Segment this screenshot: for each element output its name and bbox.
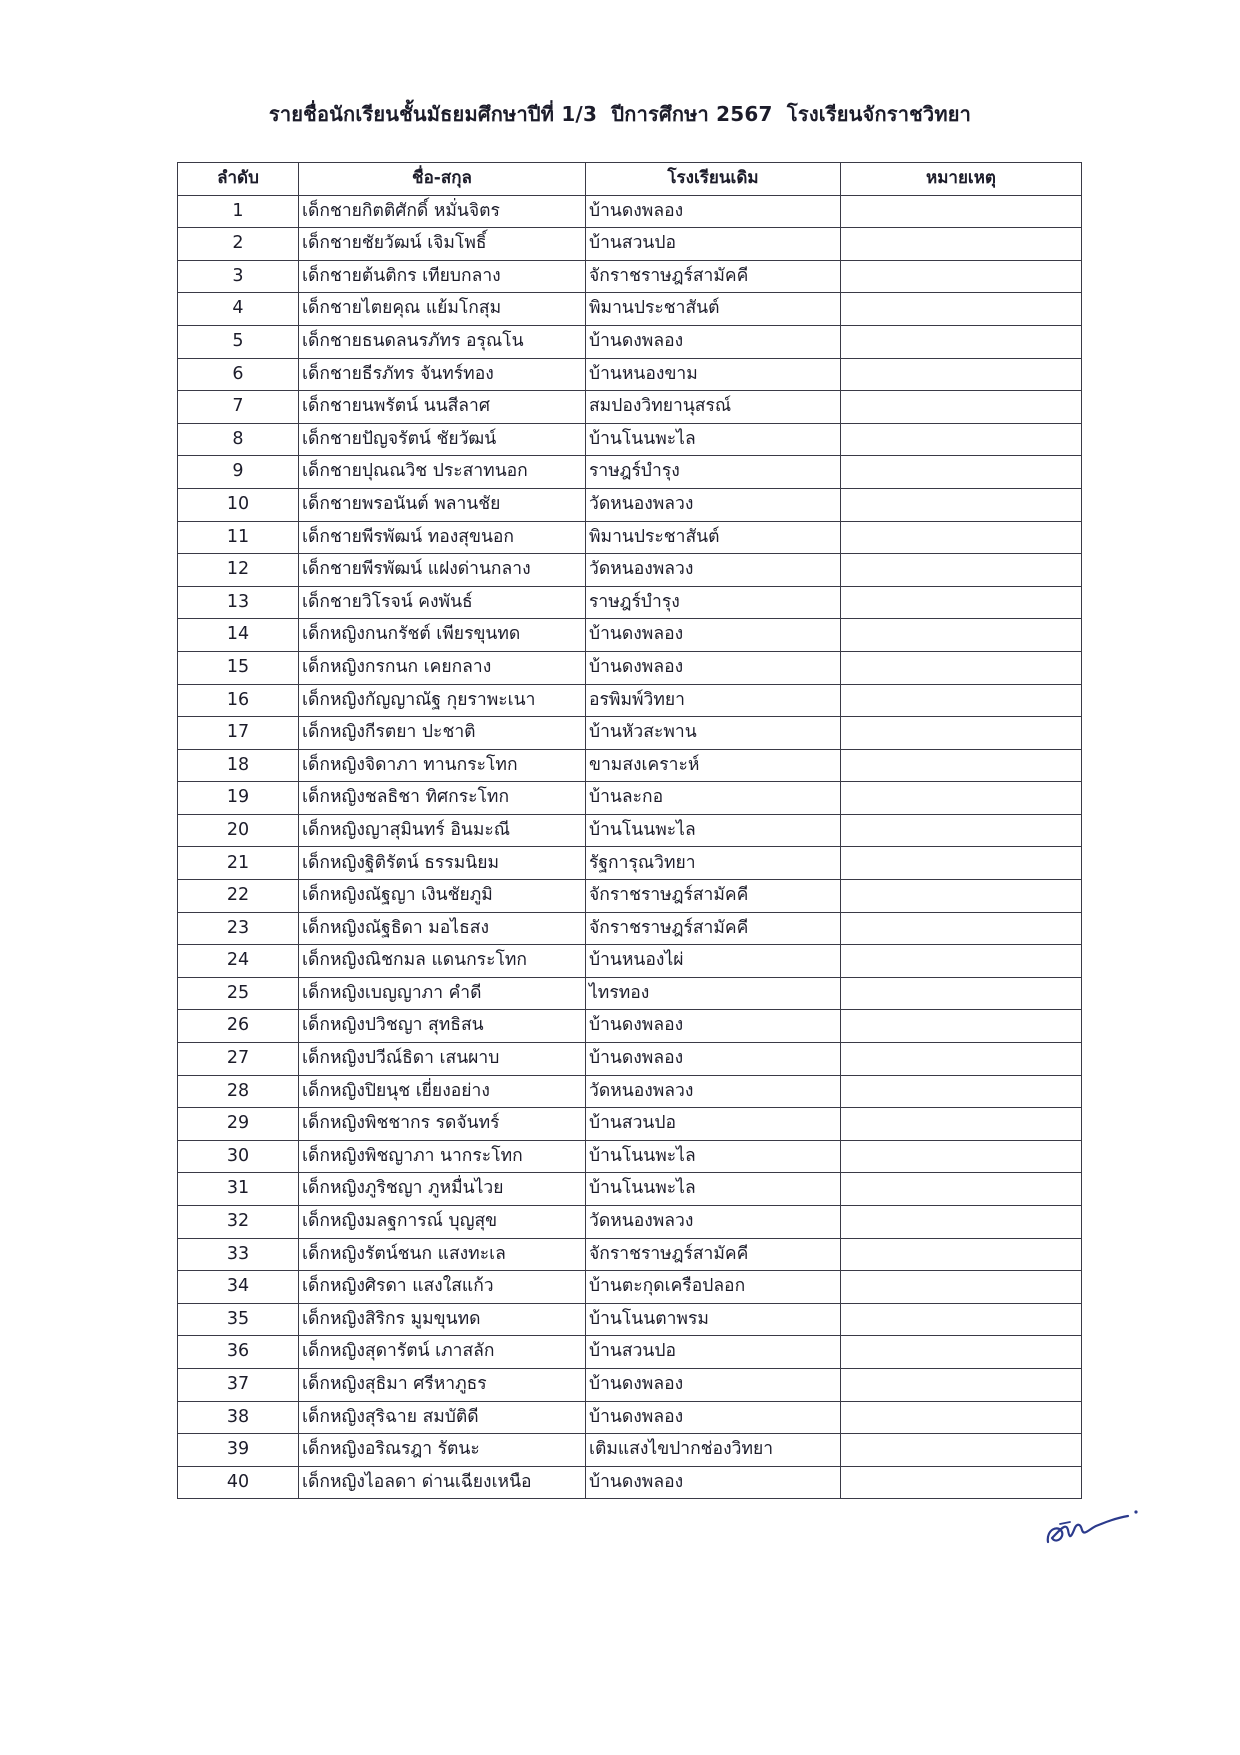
cell-no: 37 [178, 1368, 299, 1401]
cell-note [841, 945, 1082, 978]
table-body [178, 195, 1082, 1499]
cell-no: 40 [178, 1466, 299, 1499]
cell-previous-school: อรพิมพ์วิทยา [586, 684, 841, 717]
student-roster-table [177, 162, 1082, 1499]
cell-student-name: เด็กชายวิโรจน์ คงพันธ์ [299, 586, 586, 619]
cell-student-name: เด็กหญิงมลฐการณ์ บุญสุข [299, 1206, 586, 1239]
cell-no: 15 [178, 651, 299, 684]
table-row [178, 488, 1082, 521]
table-row [178, 228, 1082, 261]
cell-student-name: เด็กชายกิตติศักดิ์ หมั่นจิตร [299, 195, 586, 228]
cell-no: 21 [178, 847, 299, 880]
cell-previous-school: บ้านโนนพะไล [586, 423, 841, 456]
table-row [178, 293, 1082, 326]
table-row [178, 782, 1082, 815]
table-row [178, 554, 1082, 587]
cell-no: 19 [178, 782, 299, 815]
cell-note [841, 423, 1082, 456]
cell-note [841, 228, 1082, 261]
table-row [178, 1043, 1082, 1076]
cell-student-name: เด็กหญิงณิชกมล แดนกระโทก [299, 945, 586, 978]
cell-note [841, 1075, 1082, 1108]
cell-previous-school: บ้านดงพลอง [586, 1043, 841, 1076]
cell-previous-school: บ้านหนองไผ่ [586, 945, 841, 978]
column-header-school: โรงเรียนเดิม [586, 163, 841, 196]
table-row [178, 1466, 1082, 1499]
cell-student-name: เด็กหญิงกีรตยา ปะชาติ [299, 717, 586, 750]
cell-previous-school: รัฐการุณวิทยา [586, 847, 841, 880]
cell-previous-school: บ้านหนองขาม [586, 358, 841, 391]
cell-note [841, 1368, 1082, 1401]
table-row [178, 1271, 1082, 1304]
cell-no: 27 [178, 1043, 299, 1076]
table-row [178, 977, 1082, 1010]
cell-note [841, 1271, 1082, 1304]
table-row [178, 814, 1082, 847]
table-row [178, 1140, 1082, 1173]
cell-previous-school: วัดหนองพลวง [586, 488, 841, 521]
table-row [178, 195, 1082, 228]
signature-icon [1040, 1500, 1140, 1550]
cell-note [841, 1108, 1082, 1141]
cell-no: 35 [178, 1303, 299, 1336]
cell-previous-school: บ้านโนนพะไล [586, 1140, 841, 1173]
cell-student-name: เด็กชายนพรัตน์ นนสีลาศ [299, 391, 586, 424]
table-row [178, 260, 1082, 293]
cell-student-name: เด็กชายธนดลนรภัทร อรุณโน [299, 325, 586, 358]
column-header-no: ลำดับ [178, 163, 299, 196]
cell-student-name: เด็กหญิงสุดารัตน์ เภาสลัก [299, 1336, 586, 1369]
cell-note [841, 977, 1082, 1010]
cell-no: 10 [178, 488, 299, 521]
column-header-note: หมายเหตุ [841, 163, 1082, 196]
cell-no: 30 [178, 1140, 299, 1173]
cell-no: 24 [178, 945, 299, 978]
cell-note [841, 1401, 1082, 1434]
cell-student-name: เด็กหญิงณัฐธิดา มอไธสง [299, 912, 586, 945]
table-row [178, 619, 1082, 652]
cell-student-name: เด็กหญิงภูริชญา ภูหมื่นไวย [299, 1173, 586, 1206]
cell-student-name: เด็กชายธีรภัทร จันทร์ทอง [299, 358, 586, 391]
cell-no: 11 [178, 521, 299, 554]
table-row [178, 358, 1082, 391]
cell-previous-school: จักราชราษฎร์สามัคคี [586, 880, 841, 913]
cell-note [841, 488, 1082, 521]
cell-previous-school: บ้านหัวสะพาน [586, 717, 841, 750]
cell-note [841, 554, 1082, 587]
cell-no: 29 [178, 1108, 299, 1141]
cell-previous-school: บ้านละกอ [586, 782, 841, 815]
table-row [178, 880, 1082, 913]
cell-student-name: เด็กหญิงกนกรัชต์ เพียรขุนทด [299, 619, 586, 652]
cell-note [841, 912, 1082, 945]
cell-student-name: เด็กชายพีรพัฒน์ แฝงด่านกลาง [299, 554, 586, 587]
cell-note [841, 260, 1082, 293]
cell-previous-school: พิมานประชาสันต์ [586, 293, 841, 326]
cell-note [841, 1303, 1082, 1336]
cell-previous-school: จักราชราษฎร์สามัคคี [586, 912, 841, 945]
cell-no: 25 [178, 977, 299, 1010]
cell-note [841, 749, 1082, 782]
cell-previous-school: ขามสงเคราะห์ [586, 749, 841, 782]
cell-previous-school: บ้านดงพลอง [586, 619, 841, 652]
cell-no: 34 [178, 1271, 299, 1304]
cell-student-name: เด็กหญิงสุธิมา ศรีหาภูธร [299, 1368, 586, 1401]
cell-student-name: เด็กชายปัญจรัตน์ ชัยวัฒน์ [299, 423, 586, 456]
cell-note [841, 1043, 1082, 1076]
cell-note [841, 293, 1082, 326]
cell-note [841, 1173, 1082, 1206]
cell-previous-school: บ้านสวนปอ [586, 1108, 841, 1141]
table-row [178, 717, 1082, 750]
cell-note [841, 521, 1082, 554]
page-title: รายชื่อนักเรียนชั้นมัธยมศึกษาปีที่ 1/3 ปีการศึกษา 2567 โรงเรียนจักราชวิทยา [268, 102, 972, 126]
cell-previous-school: จักราชราษฎร์สามัคคี [586, 1238, 841, 1271]
cell-no: 17 [178, 717, 299, 750]
cell-student-name: เด็กหญิงเบญญาภา คำดี [299, 977, 586, 1010]
cell-previous-school: วัดหนองพลวง [586, 554, 841, 587]
cell-no: 4 [178, 293, 299, 326]
cell-note [841, 814, 1082, 847]
cell-student-name: เด็กชายปุณณวิช ประสาทนอก [299, 456, 586, 489]
cell-student-name: เด็กหญิงอริณรฎา รัตนะ [299, 1434, 586, 1467]
cell-student-name: เด็กหญิงไอลดา ด่านเฉียงเหนือ [299, 1466, 586, 1499]
cell-previous-school: ราษฎร์บำรุง [586, 456, 841, 489]
cell-note [841, 782, 1082, 815]
cell-previous-school: เติมแสงไขปากช่องวิทยา [586, 1434, 841, 1467]
table-header-row [178, 163, 1082, 196]
cell-previous-school: บ้านโนนพะไล [586, 1173, 841, 1206]
cell-no: 7 [178, 391, 299, 424]
cell-note [841, 391, 1082, 424]
cell-note [841, 651, 1082, 684]
cell-note [841, 358, 1082, 391]
table-row [178, 423, 1082, 456]
table-row [178, 749, 1082, 782]
cell-student-name: เด็กชายต้นติกร เทียบกลาง [299, 260, 586, 293]
table-row [178, 1010, 1082, 1043]
cell-previous-school: บ้านดงพลอง [586, 1368, 841, 1401]
cell-previous-school: บ้านดงพลอง [586, 1466, 841, 1499]
cell-no: 13 [178, 586, 299, 619]
table-row [178, 1336, 1082, 1369]
table-row [178, 1206, 1082, 1239]
cell-previous-school: บ้านดงพลอง [586, 1010, 841, 1043]
table-row [178, 1173, 1082, 1206]
cell-student-name: เด็กหญิงพิชชากร รดจันทร์ [299, 1108, 586, 1141]
cell-no: 26 [178, 1010, 299, 1043]
cell-previous-school: บ้านดงพลอง [586, 1401, 841, 1434]
cell-student-name: เด็กหญิงรัตน์ชนก แสงทะเล [299, 1238, 586, 1271]
cell-no: 9 [178, 456, 299, 489]
cell-student-name: เด็กหญิงชลธิชา ทิศกระโทก [299, 782, 586, 815]
cell-previous-school: พิมานประชาสันต์ [586, 521, 841, 554]
cell-previous-school: วัดหนองพลวง [586, 1206, 841, 1239]
cell-student-name: เด็กหญิงปวิชญา สุทธิสน [299, 1010, 586, 1043]
cell-previous-school: บ้านสวนปอ [586, 1336, 841, 1369]
cell-note [841, 717, 1082, 750]
cell-student-name: เด็กหญิงศิรดา แสงใสแก้ว [299, 1271, 586, 1304]
cell-note [841, 325, 1082, 358]
cell-no: 1 [178, 195, 299, 228]
cell-student-name: เด็กหญิงกรกนก เคยกลาง [299, 651, 586, 684]
cell-no: 22 [178, 880, 299, 913]
cell-no: 20 [178, 814, 299, 847]
table-row [178, 684, 1082, 717]
table-row [178, 1238, 1082, 1271]
cell-no: 3 [178, 260, 299, 293]
cell-previous-school: บ้านสวนปอ [586, 228, 841, 261]
column-header-name: ชื่อ-สกุล [299, 163, 586, 196]
table-row [178, 1368, 1082, 1401]
cell-no: 33 [178, 1238, 299, 1271]
cell-no: 16 [178, 684, 299, 717]
cell-no: 38 [178, 1401, 299, 1434]
cell-student-name: เด็กชายชัยวัฒน์ เจิมโพธิ์ [299, 228, 586, 261]
table-row [178, 1434, 1082, 1467]
cell-student-name: เด็กชายไตยคุณ แย้มโกสุม [299, 293, 586, 326]
table-row [178, 1108, 1082, 1141]
cell-note [841, 456, 1082, 489]
cell-note [841, 1206, 1082, 1239]
cell-no: 32 [178, 1206, 299, 1239]
cell-previous-school: ราษฎร์บำรุง [586, 586, 841, 619]
cell-no: 36 [178, 1336, 299, 1369]
table-row [178, 912, 1082, 945]
cell-previous-school: บ้านโนนพะไล [586, 814, 841, 847]
cell-previous-school: ไทรทอง [586, 977, 841, 1010]
cell-student-name: เด็กหญิงญาสุมินทร์ อินมะณี [299, 814, 586, 847]
cell-student-name: เด็กหญิงปวีณ์ธิดา เสนผาบ [299, 1043, 586, 1076]
cell-student-name: เด็กหญิงสุริฉาย สมบัติดี [299, 1401, 586, 1434]
table-row [178, 651, 1082, 684]
cell-no: 28 [178, 1075, 299, 1108]
table-row [178, 521, 1082, 554]
cell-no: 39 [178, 1434, 299, 1467]
table-row [178, 586, 1082, 619]
cell-no: 18 [178, 749, 299, 782]
cell-student-name: เด็กหญิงณัฐญา เงินชัยภูมิ [299, 880, 586, 913]
cell-no: 5 [178, 325, 299, 358]
cell-note [841, 1010, 1082, 1043]
cell-student-name: เด็กหญิงปิยนุช เยี่ยงอย่าง [299, 1075, 586, 1108]
cell-no: 14 [178, 619, 299, 652]
cell-previous-school: บ้านโนนตาพรม [586, 1303, 841, 1336]
cell-student-name: เด็กหญิงพิชญาภา นากระโทก [299, 1140, 586, 1173]
cell-previous-school: จักราชราษฎร์สามัคคี [586, 260, 841, 293]
cell-note [841, 880, 1082, 913]
table-row [178, 1303, 1082, 1336]
cell-no: 23 [178, 912, 299, 945]
cell-student-name: เด็กหญิงกัญญาณัฐ กุยราพะเนา [299, 684, 586, 717]
cell-note [841, 847, 1082, 880]
cell-note [841, 586, 1082, 619]
cell-student-name: เด็กชายพรอนันต์ พลานชัย [299, 488, 586, 521]
cell-student-name: เด็กหญิงฐิติรัตน์ ธรรมนิยม [299, 847, 586, 880]
cell-note [841, 195, 1082, 228]
cell-note [841, 1238, 1082, 1271]
cell-student-name: เด็กหญิงสิริกร มูมขุนทด [299, 1303, 586, 1336]
table-row [178, 945, 1082, 978]
cell-previous-school: บ้านดงพลอง [586, 325, 841, 358]
cell-note [841, 1466, 1082, 1499]
cell-note [841, 1336, 1082, 1369]
table-row [178, 391, 1082, 424]
table-row [178, 847, 1082, 880]
cell-previous-school: บ้านดงพลอง [586, 651, 841, 684]
cell-note [841, 619, 1082, 652]
cell-previous-school: บ้านดงพลอง [586, 195, 841, 228]
table-row [178, 456, 1082, 489]
cell-student-name: เด็กหญิงจิดาภา ทานกระโทก [299, 749, 586, 782]
cell-previous-school: วัดหนองพลวง [586, 1075, 841, 1108]
cell-no: 8 [178, 423, 299, 456]
cell-no: 6 [178, 358, 299, 391]
table-row [178, 325, 1082, 358]
cell-no: 12 [178, 554, 299, 587]
cell-previous-school: สมปองวิทยานุสรณ์ [586, 391, 841, 424]
table-row [178, 1075, 1082, 1108]
cell-note [841, 1140, 1082, 1173]
cell-previous-school: บ้านตะกุดเครือปลอก [586, 1271, 841, 1304]
cell-note [841, 1434, 1082, 1467]
table-row [178, 1401, 1082, 1434]
cell-no: 31 [178, 1173, 299, 1206]
cell-no: 2 [178, 228, 299, 261]
cell-student-name: เด็กชายพีรพัฒน์ ทองสุขนอก [299, 521, 586, 554]
cell-note [841, 684, 1082, 717]
